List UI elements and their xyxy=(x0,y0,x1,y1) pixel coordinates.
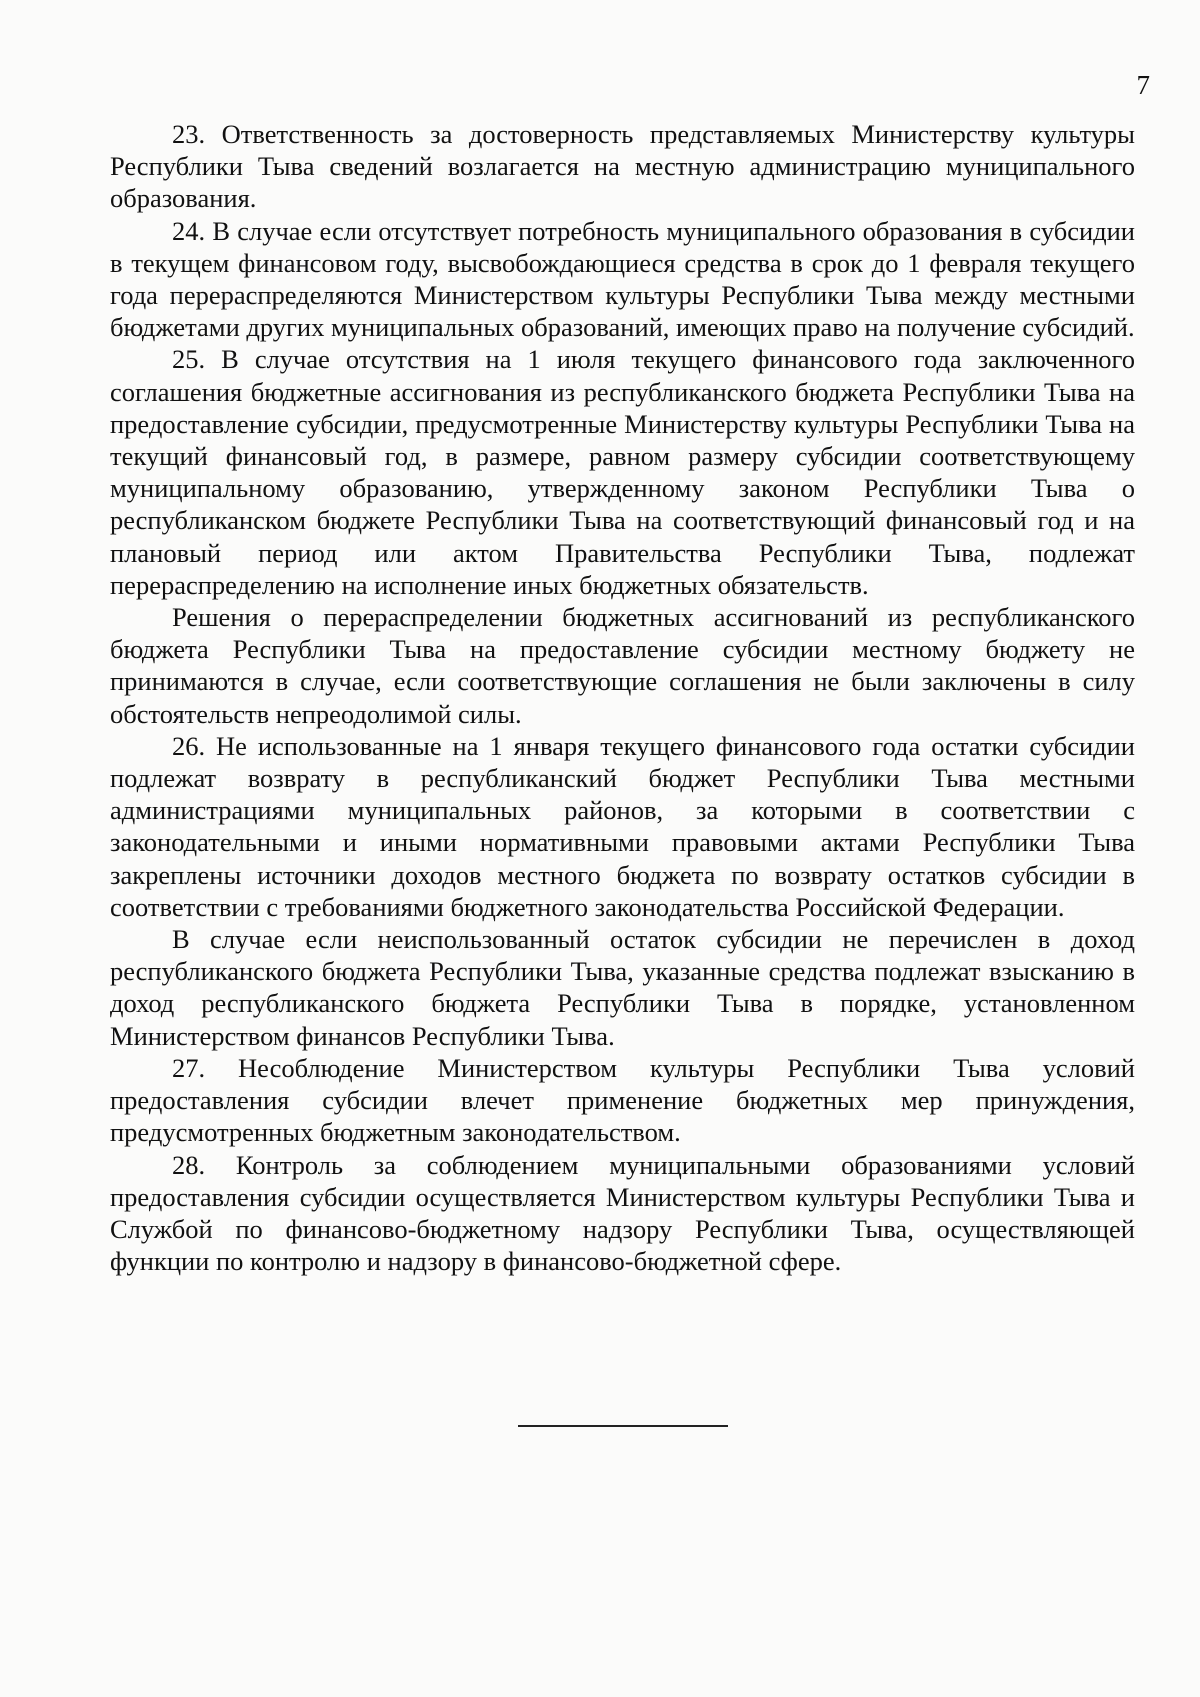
paragraph-27: 27. Несоблюдение Министерством культуры Республики Тыва условий предоставления субсидии влечет применение бюджетных мер принуждения, предусмотренных бюджетным законодательством. xyxy=(110,1052,1135,1148)
end-separator-line xyxy=(518,1425,728,1427)
paragraph-26: 26. Не использованные на 1 января текущего финансового года остатки субсидии подлежат возврату в республиканский бюджет Республики Тыва местными администрациями муниципальных районов, за которыми в соответствии с законодательными и иными нормативными правовыми актами Республики Тыва закреплены источники доходов местного бюджета по возврату остатков субсидии в соответствии с требованиями бюджетного законодательства Российской Федерации. xyxy=(110,730,1135,922)
page-number: 7 xyxy=(1136,70,1150,100)
paragraph-25-continuation: Решения о перераспределении бюджетных ассигнований из республиканского бюджета Республики Тыва на предоставление субсидии местному бюджету не принимаются в случае, если соответствующие соглашения не были заключены в силу обстоятельств непреодолимой силы. xyxy=(110,602,1135,729)
paragraph-24: 24. В случае если отсутствует потребность муниципального образования в субсидии в текущем финансовом году, высвобождающиеся средства в срок до 1 февраля текущего года перераспределяются Министерством культуры Республики Тыва между местными бюджетами других муниципальных образований, имеющих право на получение субсидий. xyxy=(110,215,1135,343)
document-body xyxy=(110,118,1135,1277)
paragraph-28: 28. Контроль за соблюдением муниципальными образованиями условий предоставления субсидии осуществляется Министерством культуры Республики Тыва и Службой по финансово-бюджетному надзору Республики Тыва, осуществляющей функции по контролю и надзору в финансово-бюджетной сфере. xyxy=(110,1149,1135,1277)
paragraph-25: 25. В случае отсутствия на 1 июля текущего финансового года заключенного соглашения бюджетные ассигнования из республиканского бюджета Республики Тыва на предоставление субсидии, предусмотренные Министерству культуры Республики Тыва на текущий финансовый год, в размере, равном размеру субсидии соответствующему муниципальному образованию, утвержденному законом Республики Тыва о республиканском бюджете Республики Тыва на соответствующий финансовый год и на плановый период или актом Правительства Республики Тыва, подлежат перераспределению на исполнение иных бюджетных обязательств. xyxy=(110,344,1135,600)
paragraph-23: 23. Ответственность за достоверность представляемых Министерству культуры Республики Тыва сведений возлагается на местную администрацию муниципального образования. xyxy=(110,119,1135,214)
paragraph-26-continuation: В случае если неиспользованный остаток субсидии не перечислен в доход республиканского бюджета Республики Тыва, указанные средства подлежат взысканию в доход республиканского бюджета Республики Тыва в порядке, установленном Министерством финансов Республики Тыва. xyxy=(110,924,1135,1051)
